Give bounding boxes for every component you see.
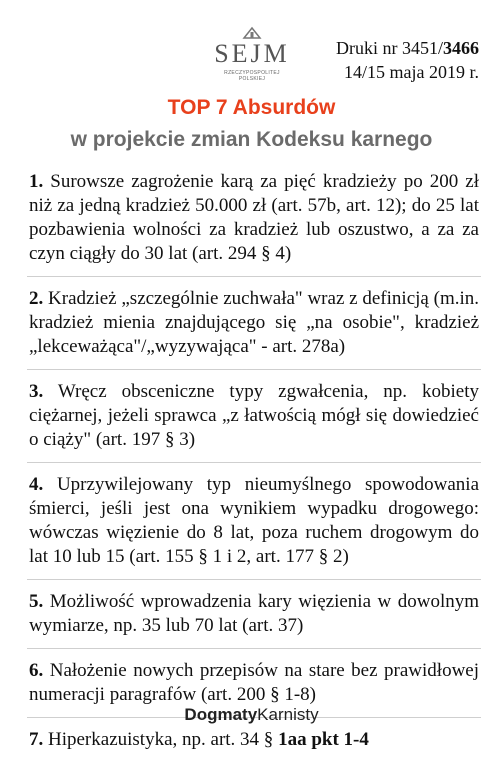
sejm-logo: [212, 26, 292, 82]
divider: [27, 276, 481, 277]
druki-number: Druki nr 3451/3466: [336, 38, 479, 58]
page-subtitle: w projekcie zmian Kodeksu karnego: [70, 128, 433, 151]
absurd-list: [29, 170, 479, 760]
divider: [27, 462, 481, 463]
list-item: 7. Hiperkazuistyka, np. art. 34 § 1aa pkt 1-4: [29, 729, 369, 750]
brand-regular: Karnisty: [257, 705, 319, 724]
footer-brand: [0, 705, 503, 725]
list-item: 4. Uprzywilejowany typ nieumyślnego spowodowania śmierci, jeśli jest ona wynikiem wypadku drogowego: wówczas więzienie do 8 lat, poza ruchem drogowym do lat 10 lub 15 (art. 155 § 1 i 2, art. 177 § 2): [29, 474, 479, 567]
divider: [27, 369, 481, 370]
divider: [27, 648, 481, 649]
session-dates: 14/15 maja 2019 r.: [344, 62, 479, 82]
list-item: 5. Możliwość wprowadzenia kary więzienia w dowolnym wymiarze, np. 35 lub 70 lat (art. 37): [29, 591, 479, 636]
divider: [27, 579, 481, 580]
logo-text: SEJM: [214, 39, 290, 68]
logo-subtitle: RZECZYPOSPOLITEJ POLSKIEJ: [224, 70, 280, 82]
list-item: 2. Kradzież „szczególnie zuchwała" wraz z definicją (m.in. kradzież mienia znajdującego się „na osobie", kradzież „lekceważąca"/„wyzywająca" - art. 278a): [29, 288, 479, 357]
print-reference: [336, 36, 479, 84]
list-item: 6. Nałożenie nowych przepisów na stare bez prawidłowej numeracji paragrafów (art. 200 § 1-8): [29, 660, 479, 705]
list-item: 3. Wręcz obsceniczne typy zgwałcenia, np. kobiety ciężarnej, jeżeli sprawca „z łatwością mógł się dowiedzieć o ciąży" (art. 197 § 3): [29, 381, 479, 450]
sejm-emblem-icon: [242, 26, 262, 40]
list-item: 1. Surowsze zagrożenie karą za pięć kradzieży po 200 zł niż za jedną kradzież 50.000 zł (art. 57b, art. 12); do 25 lat pozbawienia wolności za kradzież lub oszustwo, a za za czyn ciągły do 30 lat (art. 294 § 4): [29, 171, 479, 264]
page-title: TOP 7 Absurdów: [167, 96, 336, 119]
brand-bold: Dogmaty: [184, 705, 258, 724]
